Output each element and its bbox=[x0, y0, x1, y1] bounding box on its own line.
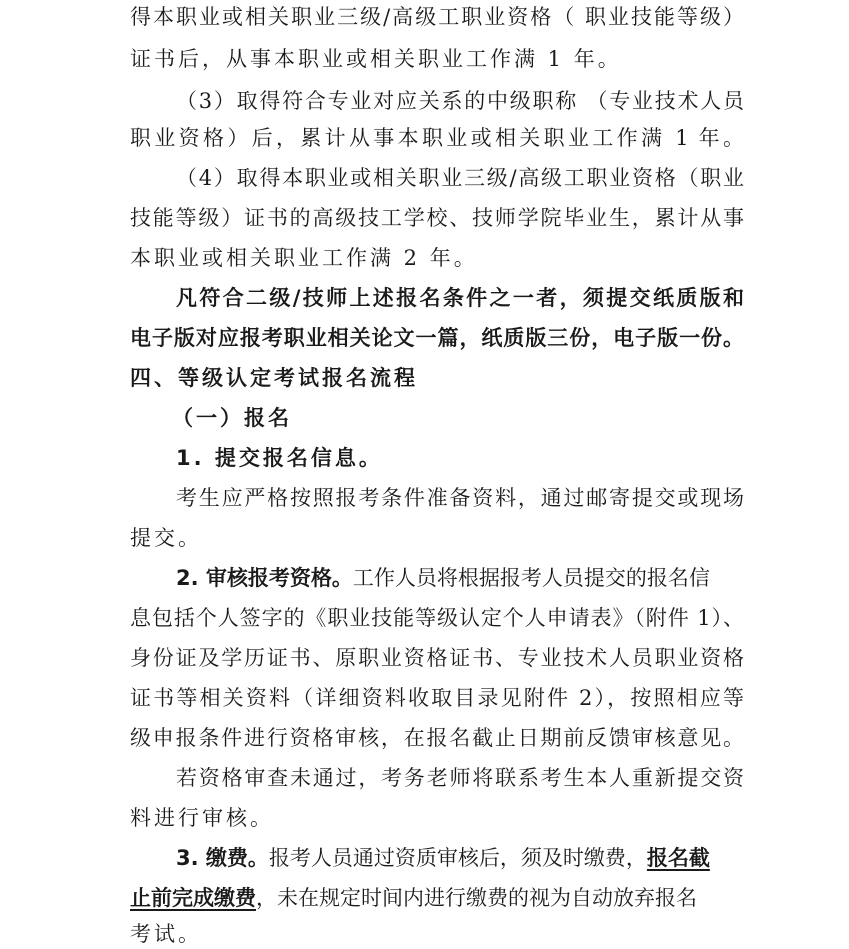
text-line: 得本职业或相关职业三级/高级工职业资格（ 职业技能等级） bbox=[130, 5, 744, 29]
item-heading: 3. 缴费。 bbox=[176, 846, 269, 870]
text-line bbox=[130, 883, 744, 913]
text-line bbox=[176, 843, 744, 873]
text-line: 考试。 bbox=[130, 922, 202, 946]
text-line: 若资格审查未通过，考务老师将联系考生本人重新提交资 bbox=[176, 766, 744, 790]
underlined-emphasis: 报名截 bbox=[646, 846, 710, 870]
text-line: 息包括个人签字的《职业技能等级认定个人申请表》（附件 1）、 bbox=[130, 606, 744, 630]
text-line: （4）取得本职业或相关职业三级/高级工职业资格（职业 bbox=[176, 166, 744, 190]
bold-text-line: 凡符合二级/技师上述报名条件之一者，须提交纸质版和 bbox=[176, 286, 744, 310]
bold-text-line: 电子版对应报考职业相关论文一篇，纸质版三份，电子版一份。 bbox=[130, 326, 744, 350]
text-line: 级申报条件进行资格审核，在报名截止日期前反馈审核意见。 bbox=[130, 726, 744, 750]
text-line: 提交。 bbox=[130, 526, 202, 550]
text-line: 证书后，从事本职业或相关职业工作满 1 年。 bbox=[130, 47, 622, 71]
text-line: 职业资格）后，累计从事本职业或相关职业工作满 1 年。 bbox=[130, 126, 744, 150]
item-heading: 1. 提交报名信息。 bbox=[176, 446, 383, 470]
item-heading: 2. 审核报考资格。 bbox=[176, 566, 353, 590]
text-line: 技能等级）证书的高级技工学校、技师学院毕业生，累计从事 bbox=[130, 206, 744, 230]
text-line: 考生应严格按照报考条件准备资料，通过邮寄提交或现场 bbox=[176, 486, 744, 510]
text-line: 料进行审核。 bbox=[130, 806, 274, 830]
text-line bbox=[176, 563, 744, 593]
text-line: 身份证及学历证书、原职业资格证书、专业技术人员职业资格 bbox=[130, 646, 744, 670]
text-span: 工作人员将根据报考人员提交的报名信 bbox=[352, 566, 710, 590]
text-line: 证书等相关资料（详细资料收取目录见附件 2），按照相应等 bbox=[130, 686, 744, 710]
section-heading: 四、等级认定考试报名流程 bbox=[130, 366, 418, 390]
underlined-emphasis: 止前完成缴费 bbox=[130, 886, 256, 910]
text-line: 本职业或相关职业工作满 2 年。 bbox=[130, 246, 478, 270]
text-line: （3）取得符合专业对应关系的中级职称 （专业技术人员 bbox=[176, 89, 744, 113]
text-span: 报考人员通过资质审核后，须及时缴费， bbox=[268, 846, 647, 870]
text-span: ，未在规定时间内进行缴费的视为自动放弃报名 bbox=[256, 886, 697, 910]
subsection-heading: （一）报名 bbox=[172, 406, 292, 430]
